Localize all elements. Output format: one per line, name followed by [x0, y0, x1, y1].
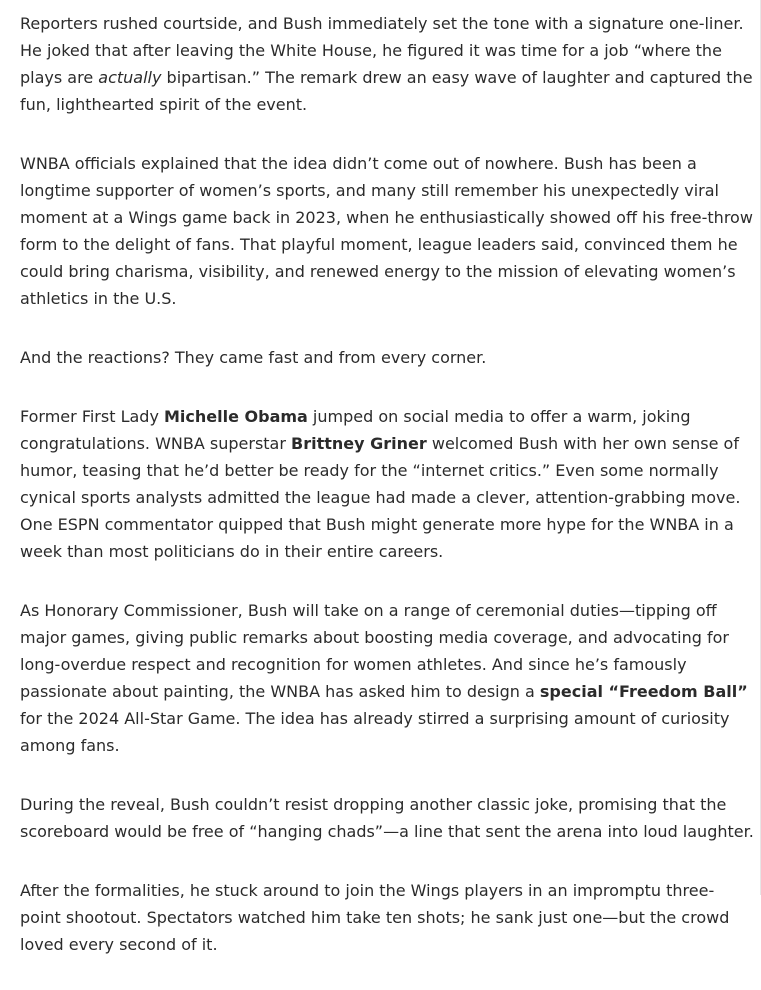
- paragraph-shootout: After the formalities, he stuck around to join the Wings players in an impromptu three-point shootout. Spectators watched him take ten shots; he sank just one—but the crowd loved every second of it.: [20, 881, 730, 954]
- paragraph-duties: [20, 597, 755, 759]
- paragraph-officials: WNBA officials explained that the idea didn’t come out of nowhere. Bush has been a longtime supporter of women’s sports, and many still remember his unexpectedly viral moment at a Wings game back in 2023, when he enthusiastically showed off his free-throw form to the delight of fans. That playful moment, league leaders said, convinced them he could bring charisma, visibility, and renewed energy to the mission of elevating women’s athletics in the U.S.: [20, 154, 753, 308]
- paragraph-reactions: [20, 403, 755, 565]
- bold-name-michelle-obama: Michelle Obama: [164, 407, 308, 426]
- paragraph-text: welcomed Bush with her own sense of humor, teasing that he’d better be ready for the “internet critics.” Even some normally cynical sports analysts admitted the league had made a clever, attention-grabbing move. One ESPN commentator quipped that Bush might generate more hype for the WNBA in a week than most politicians do in their entire careers.: [20, 434, 741, 561]
- paragraph-opening-joke: [20, 10, 755, 118]
- article-body: [20, 10, 755, 990]
- bold-name-brittney-griner: Brittney Griner: [291, 434, 427, 453]
- paragraph-text: As Honorary Commissioner, Bush will take on a range of ceremonial duties—tipping off major games, giving public remarks about boosting media coverage, and advocating for long-overdue respect and recognition for women athletes. And since he’s famously passionate about painting, the WNBA has asked him to design a: [20, 601, 729, 701]
- paragraph-text: Former First Lady: [20, 407, 164, 426]
- emphasis-text: actually: [98, 68, 162, 87]
- paragraph-text: jumped on social media to offer a warm, joking congratulations. WNBA superstar: [20, 407, 691, 453]
- paragraph-reactions-intro: And the reactions? They came fast and from every corner.: [20, 348, 487, 367]
- paragraph-reveal-joke: During the reveal, Bush couldn’t resist dropping another classic joke, promising that the scoreboard would be free of “hanging chads”—a line that sent the arena into loud laughter.: [20, 795, 754, 841]
- paragraph-text: bipartisan.” The remark drew an easy wave of laughter and captured the fun, lighthearted spirit of the event.: [20, 68, 753, 114]
- paragraph-text: for the 2024 All-Star Game. The idea has already stirred a surprising amount of curiosity among fans.: [20, 709, 730, 755]
- bold-freedom-ball: special “Freedom Ball”: [539, 682, 748, 701]
- paragraph-text: Reporters rushed courtside, and Bush immediately set the tone with a signature one-liner. He joked that after leaving the White House, he figured it was time for a job “where the plays are: [20, 14, 744, 87]
